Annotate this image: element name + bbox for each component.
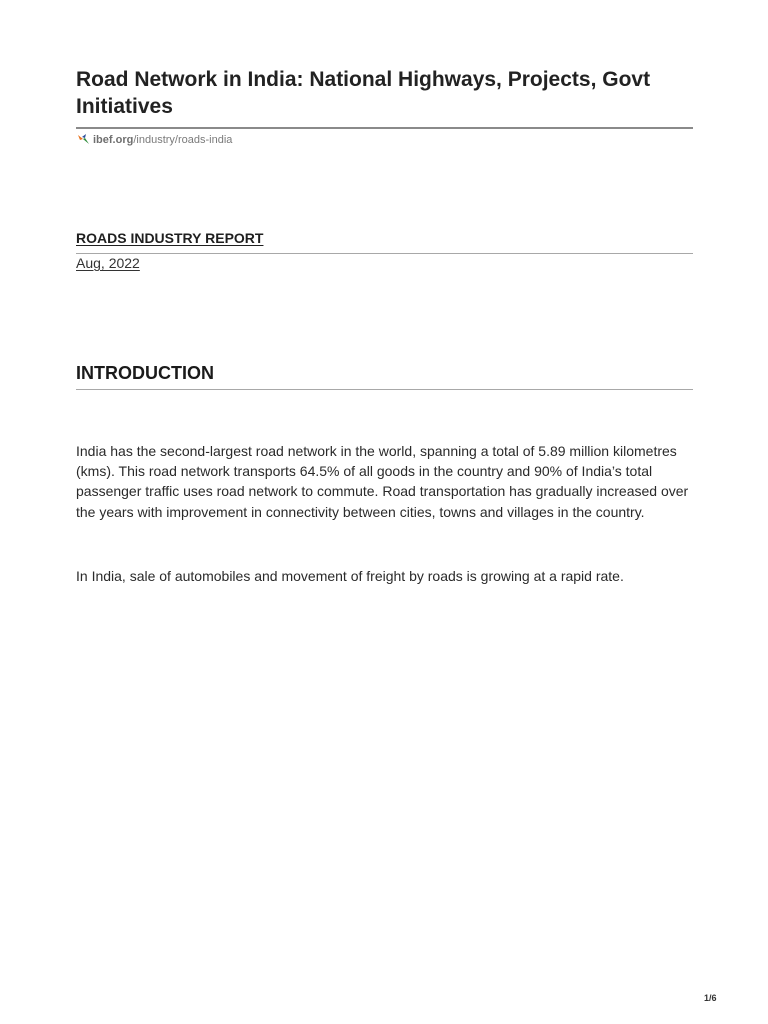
intro-paragraph-2: In India, sale of automobiles and movement of freight by roads is growing at a rapid rate. — [76, 568, 624, 584]
report-divider — [76, 253, 693, 254]
ibef-logo-icon — [77, 133, 90, 145]
source-path: /industry/roads-india — [133, 134, 233, 146]
page-title: Road Network in India: National Highways, Projects, Govt Initiatives — [76, 68, 651, 118]
section-heading: INTRODUCTION — [76, 363, 214, 383]
section-divider — [76, 389, 693, 390]
report-label[interactable]: ROADS INDUSTRY REPORT — [76, 230, 264, 246]
source-domain: ibef.org — [93, 134, 134, 146]
page-number: 1/6 — [704, 993, 717, 1003]
report-date[interactable]: Aug, 2022 — [76, 255, 140, 271]
source-link[interactable] — [77, 133, 232, 147]
intro-paragraph-1: India has the second-largest road network in the world, spanning a total of 5.89 million kilometres (kms). This road network transports 64.5% of all goods in the country and 90% of India’s total passenger traffic uses road network to commute. Road transportation has gradually increased over the years with improvement in connectivity between cities, towns and villages in the country. — [76, 443, 689, 520]
title-divider — [76, 127, 693, 129]
